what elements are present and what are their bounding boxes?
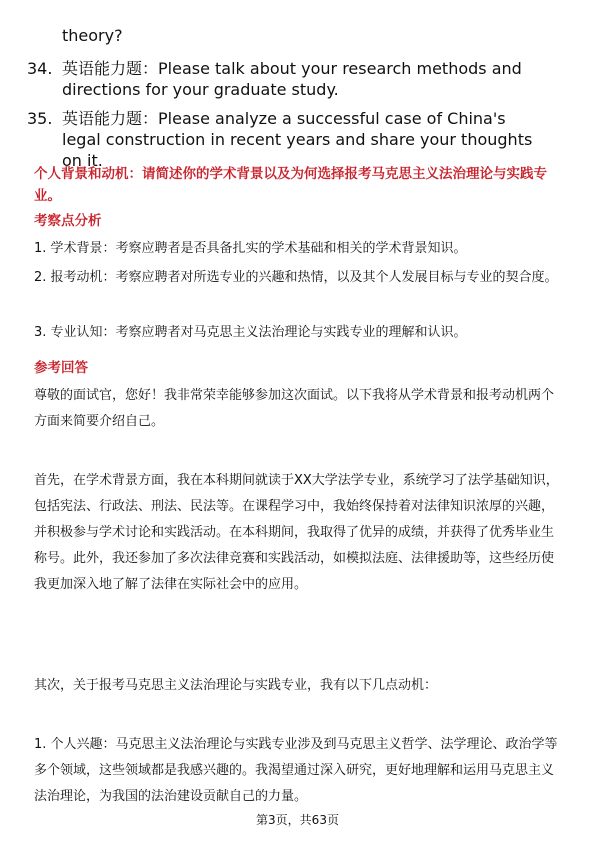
- question-text: 英语能力题：Please analyze a successful case of China's legal construction in recent years and share your thoughts on it.: [62, 109, 533, 170]
- question-number: 34.: [27, 59, 53, 78]
- question-number: 35.: [27, 109, 53, 128]
- answer-paragraph: 1. 个人兴趣：马克思主义法治理论与实践专业涉及到马克思主义哲学、法学理论、政治学等多个领域，这些领域都是我感兴趣的。我渴望通过深入研究，更好地理解和运用马克思主义法治理论，为我国的法治建设贡献自己的力量。: [34, 737, 558, 804]
- section-title: 个人背景和动机：请简述你的学术背景以及为何选择报考马克思主义法治理论与实践专业。: [34, 166, 547, 204]
- analysis-heading: 考察点分析: [34, 213, 102, 229]
- analysis-item: 1. 学术背景：考察应聘者是否具备扎实的学术基础和相关的学术背景知识。: [34, 241, 467, 256]
- answer-heading: 参考回答: [34, 360, 88, 376]
- page-footer: 第3页，共63页: [256, 813, 339, 827]
- question-text: 英语能力题：Please talk about your research methods and directions for your graduate study.: [62, 59, 522, 99]
- answer-paragraph: 其次，关于报考马克思主义法治理论与实践专业，我有以下几点动机：: [34, 678, 438, 693]
- analysis-item: 3. 专业认知：考察应聘者对马克思主义法治理论与实践专业的理解和认识。: [34, 325, 467, 340]
- analysis-item: 2. 报考动机：考察应聘者对所选专业的兴趣和热情，以及其个人发展目标与专业的契合度。: [34, 270, 558, 285]
- question-35: [27, 108, 547, 171]
- answer-paragraph: 首先，在学术背景方面，我在本科期间就读于XX大学法学专业，系统学习了法学基础知识，包括宪法、行政法、刑法、民法等。在课程学习中，我始终保持着对法律知识浓厚的兴趣，并积极参与学术讨论和实践活动。在本科期间，我取得了优异的成绩，并获得了优秀毕业生称号。此外，我还参加了多次法律竞赛和实践活动，如模拟法庭、法律援助等，这些经历使我更加深入地了解了法律在实际社会中的应用。: [34, 473, 559, 592]
- question-continuation: theory?: [62, 26, 123, 45]
- answer-paragraph: 尊敬的面试官，您好！我非常荣幸能够参加这次面试。以下我将从学术背景和报考动机两个方面来简要介绍自己。: [34, 388, 555, 429]
- question-34: [27, 58, 547, 100]
